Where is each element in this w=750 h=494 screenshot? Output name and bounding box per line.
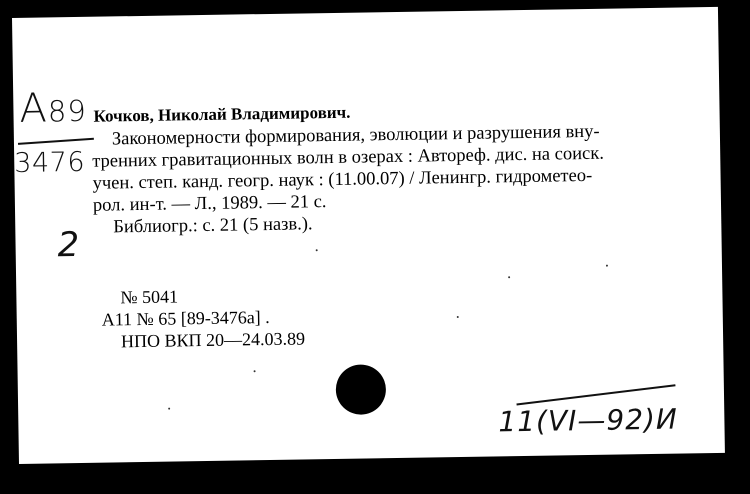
speck [168, 408, 170, 410]
speck [457, 316, 459, 318]
copy-number: 2 [57, 224, 80, 266]
speck [254, 370, 256, 372]
shelf-mark-underline [18, 138, 94, 145]
classification-code: А11 № 65 [89-3476а] . [101, 306, 270, 330]
accession-number: № 5041 [120, 286, 179, 308]
shelf-mark-line2: 3476 [14, 146, 86, 179]
title-line-4: рол. ин-т. — Л., 1989. — 21 с. [92, 192, 327, 216]
speck [606, 265, 608, 267]
author-heading: Кочков, Николай Владимирович. [93, 102, 351, 126]
registry-stamp: НПО ВКП 20—24.03.89 [120, 328, 306, 352]
catalog-card [12, 7, 725, 464]
title-line-1: Закономерности формирования, эволюции и разрушения вну- [111, 121, 600, 150]
bibliography-note: Библиогр.: с. 21 (5 назв.). [113, 214, 313, 238]
speck [316, 249, 318, 251]
handwritten-date: 11(VI—92)И [498, 402, 679, 439]
title-line-3: учен. степ. канд. геогр. наук : (11.00.07) / Ленингр. гидрометео- [92, 165, 593, 194]
ink-blot [335, 364, 386, 415]
shelf-mark-line1: A89 [19, 85, 88, 132]
title-line-2: тренних гравитационных волн в озерах : Автореф. дис. на соиск. [92, 143, 605, 172]
speck [508, 276, 510, 278]
